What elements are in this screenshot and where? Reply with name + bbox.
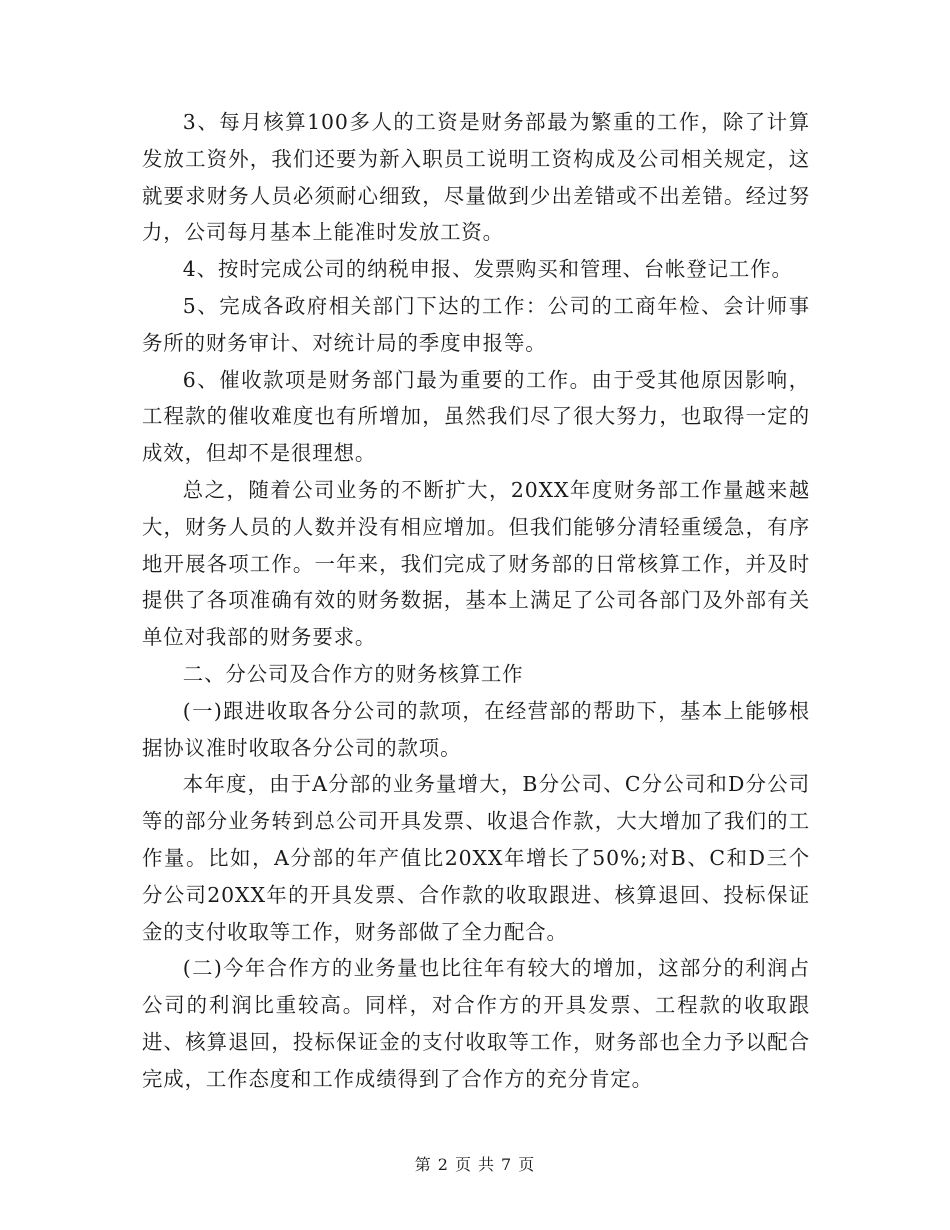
footer-middle: 页 共 xyxy=(454,1155,496,1174)
paragraph-salary: 3、每月核算100多人的工资是财务部最为繁重的工作，除了计算发放工资外，我们还要为新入职员工说明工资构成及公司相关规定，这就要求财务人员必须耐心细致，尽量做到少出差错或不出差错。经过努力，公司每月基本上能准时发放工资。 xyxy=(142,110,810,245)
paragraph-government: 5、完成各政府相关部门下达的工作：公司的工商年检、会计师事务所的财务审计、对统计局的季度申报等。 xyxy=(142,293,810,355)
footer-total-pages: 7 xyxy=(501,1155,513,1174)
paragraph-summary: 总之，随着公司业务的不断扩大，20XX年度财务部工作量越来越大，财务人员的人数并没有相应增加。但我们能够分清轻重缓急，有序地开展各项工作。一年来，我们完成了财务部的日常核算工作，并及时提供了各项准确有效的财务数据，基本上满足了公司各部门及外部有关单位对我部的财务要求。 xyxy=(142,477,810,650)
page-footer xyxy=(0,1152,950,1175)
document-body xyxy=(142,104,810,1098)
paragraph-annual-workload: 本年度，由于A分部的业务量增大，B分公司、C分公司和D分公司等的部分业务转到总公司开具发票、收退合作款，大大增加了我们的工作量。比如，A分部的年产值比20XX年增长了50%;对B、C和D三个分公司20XX年的开具发票、合作款的收取跟进、核算退回、投标保证金的支付收取等工作，财务部做了全力配合。 xyxy=(142,772,810,944)
paragraph-branch-payments: (一)跟进收取各分公司的款项，在经营部的帮助下，基本上能够根据协议准时收取各分公司的款项。 xyxy=(142,698,810,760)
section-heading: 二、分公司及合作方的财务核算工作 xyxy=(182,661,524,686)
paragraph-collection: 6、催收款项是财务部门最为重要的工作。由于受其他原因影响，工程款的催收难度也有所增加，虽然我们尽了很大努力，也取得一定的成效，但却不是很理想。 xyxy=(142,367,810,466)
footer-suffix: 页 xyxy=(518,1155,536,1174)
footer-prefix: 第 xyxy=(414,1155,432,1174)
paragraph-partners: (二)今年合作方的业务量也比往年有较大的增加，这部分的利润占公司的利润比重较高。同样，对合作方的开具发票、工程款的收取跟进、核算退回，投标保证金的支付收取等工作，财务部也全力予以配合完成，工作态度和工作成绩得到了合作方的充分肯定。 xyxy=(142,956,810,1091)
footer-current-page: 2 xyxy=(437,1155,449,1174)
paragraph-tax: 4、按时完成公司的纳税申报、发票购买和管理、台帐登记工作。 xyxy=(182,257,793,282)
